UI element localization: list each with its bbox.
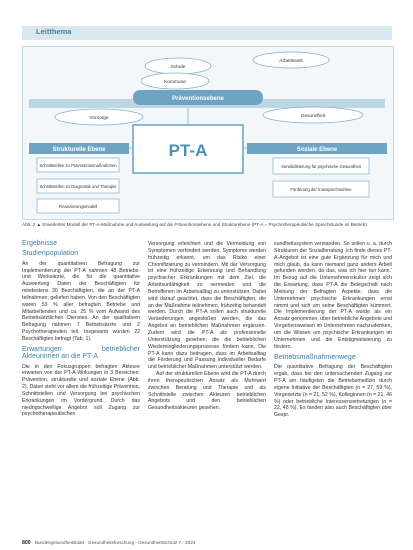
right-box-1-label: Sensibilisierung für psychische Gesundheit [281,164,361,169]
paragraph: Die quantitative Befragung der Beschäftigten ergab, dass bei den untersuchenden Zugang zur PT-A am häufigsten die Betriebsmedizin durch eigene Initiative der Beschäftigten (n = 27, 59 %), Vorgesetzte (n = 21, 52 %), Kolleginnen (n = 21, 46 %) oder betriebliche Interessenvertretungen (n = 22, 48 %). Es fanden also auch Beschäftigten über Gespr. [274,364,392,419]
left-box-3-label: Finanzierungsmodell [58,204,98,209]
figure-caption: Abb. 2 ▲ Erweitertes Modell der PT-A-Maßnahme und Ausweitung auf die Präventionsebene und Strukturebene (PT-A = Psychotherapeutische Sprechstunde im Betrieb). [22,222,369,227]
results-heading: Ergebnisse [22,240,58,247]
node-strukturelle-label: Strukturelle Ebene [52,147,106,153]
column-1 [22,241,140,418]
left-box-1-label: Schnittstellen zu Präventionsmaßnahmen [39,163,117,168]
pathways-heading: Betriebsmaßnahmenwege [274,353,356,361]
node-soziale-label: Soziale Ebene [296,147,338,153]
diagram-svg [23,47,393,219]
paragraph: Die in den Fokusgruppen befragten Akteure erwarten von der PT-A Wirkungen in 3 Bereichen: Prävention, strukturelle und soziale Ebene (Abb. 2). Dabei steht vor allem die frühzeitige Prävention, Schnittstellen und Versorgung bei psychischen Erkrankungen im Vordergrund. Durch das niedrigschwellige Angebot soll Zugang zur psychotherapeutischen [22,363,140,418]
node-vorsorge-label: Vorsorge [89,116,109,121]
node-kommune-label: Kommune [164,80,186,85]
section-label: Leitthema [36,27,72,36]
node-arbeitswelt-label: Arbeitswelt [279,59,303,64]
figure-diagram [22,46,394,220]
node-pta-label: PT-A [168,141,208,160]
right-box-2-label: Förderung der Inanspruchnahme [290,187,352,192]
node-schule-label: Schule [170,65,186,70]
section-header [22,26,392,40]
study-population-heading: Studienpopulation [22,249,79,257]
column-3 [274,241,392,419]
paragraph: An der quantitativen Befragung zur Implementierung der PT-A nahmen 48 Betriebs- und Werksärzte, die für die quantitative Auswertung Daten der Beschäftigten für mindestens 30 Beschäftigten, die an der PT-A teilnahmen, geliefert haben. Von den Beschäftigten waren 53 % aller befragten Betriebe und Mitarbeitenden und ca. 25 % vom Aufwand des Betriebsärztlichen Dienstes. An der qualitativen Befragung nahmen 7 Betriebsärzte und 2 Psychotherapeuten teil. Insgesamt wurden 22 Beschäftigten befragt (Tab. 1). [22,260,140,342]
paragraph: Versorgung erleichtert und die Vermeidung von Symptomen verhindert werden. Symptome werden frühzeitig erkannt, um das Risiko einer Chronifizierung zu vermindern. Mit der Versorgung ist eine frühzeitige Erkennung und Behandlung psychischer Erkrankungen mit dem Ziel, die Arbeitsunfähigkeit zu vermeiden und die Betroffenen im Arbeitsalltag zu unterstützen. Dabei wird darauf geachtet, dass die Beschäftigten, die an der Maßnahme teilnehmen, frühzeitig behandelt werden. Durch die PT-A sollen auch strukturelle Veränderungen angestoßen werden, die das Angebot an betrieblichen Maßnahmen ergänzen. Zudem wird die PT-A als professionelle Unterstützung gesehen, die die betrieblichen Wiedereingliederungsprozesse fördern kann. Die PT-A kann dazu beitragen, dass im Arbeitsalltag die Förderung und Passung individueller Bedarfe und betrieblicher Maßnahmen unterstützt werden. [148,241,266,371]
paragraph: Auf der strukturellen Ebene wird die PT-A durch ihren therapeutischen Ansatz als Mehrwert zwischen Beratung und Therapie und als Schnittstelle zwischen Akteuren betrieblichen Angebots und den betrieblichen Gesundheitsakteuren gesehen. [148,371,266,412]
expectations-heading: Erwartungen betrieblicher Akteurinnen an die PT-A [22,345,140,360]
journal-name: Bundesgesundheitsblatt - Gesundheitsforschung - Gesundheitsschutz 7 · 2024 [34,540,196,545]
node-praeventionsebene-label: Präventionsebene [172,96,224,102]
node-gesundheit-label: Gesundheit [300,114,326,119]
paragraph: sundheitssystem verstanden. So sollen u. a. durch Strukturen der Sozialberatung ‚ich finde dieses PT-A-Angebot ist eine gute Ergänzung für mich und mich glaub, da kann niemand ganz anders Arbeit gefunden werden, da das, was ich hier tun kann.' Im Bezug auf die Unternehmenskultur zeigt sich die Erwartung, dass PT-A die Belegschaft nach Meinung der Befragten Aspekte, dass die Unternehmen psychische Erkrankungen ernst nimmt und sich um seine Beschäftigten kümmert. Die Implementierung der PT-A wurde als ein Ansatz genommen, über betriebliche Angebote und Vorgehensweisen im Unternehmen nachzudenken, um die Wissen um psychische Erkrankungen im Unternehmen und die Entstigmatisierung zu fördern. [274,241,392,350]
column-2 [148,241,266,412]
page-footer [22,540,392,547]
left-box-2-label: Schnittstellen zu Diagnostik und Therapie [39,184,117,189]
page-number: 800 [22,540,31,546]
